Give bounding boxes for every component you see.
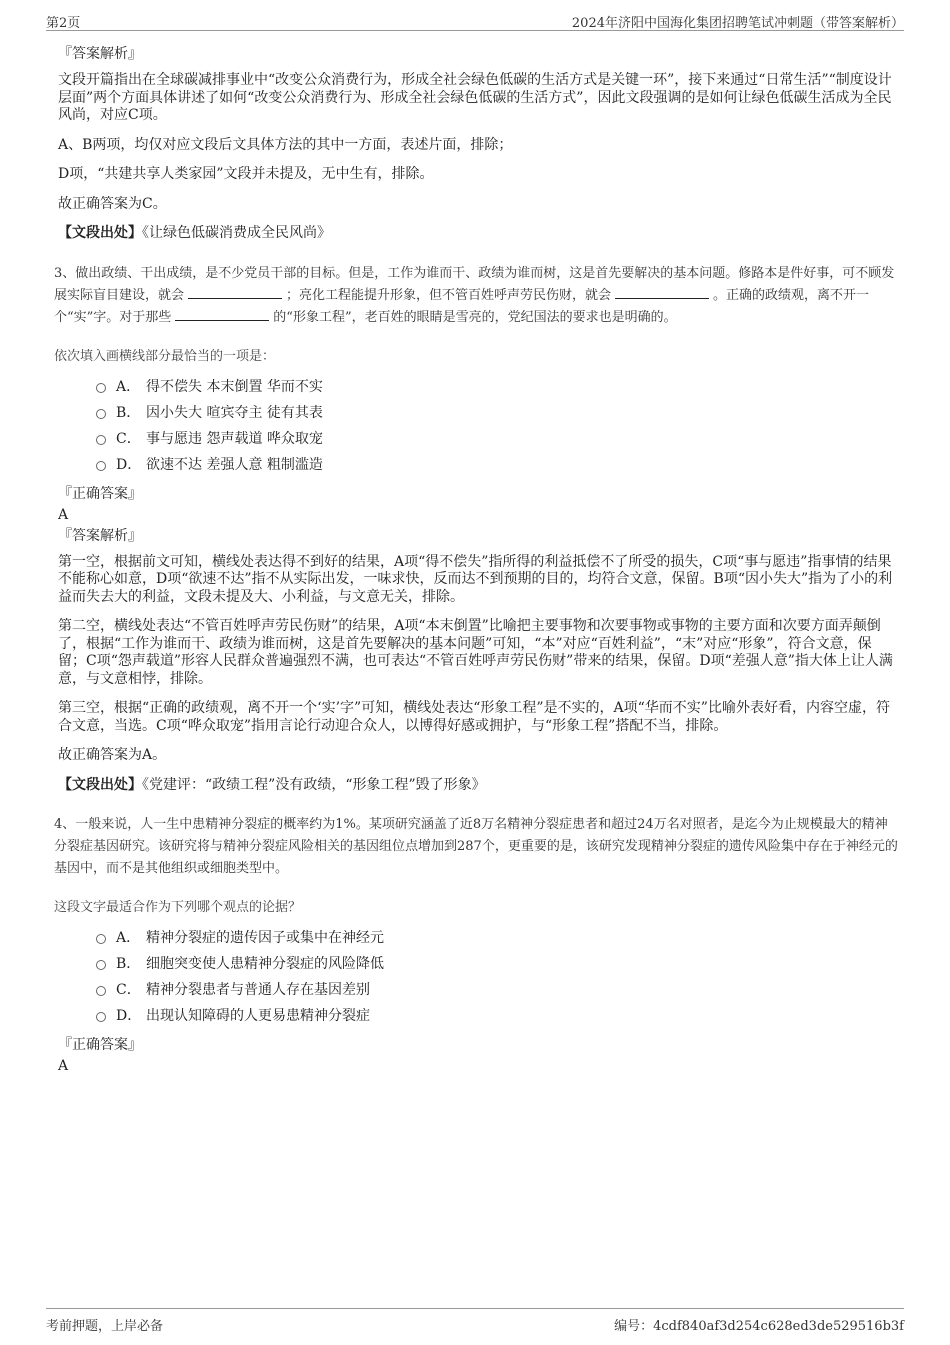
radio-button[interactable] — [96, 409, 106, 419]
page-footer — [46, 1308, 904, 1334]
analysis-paragraph: 故正确答案为A。 — [58, 747, 167, 763]
option-a[interactable]: A． 精神分裂症的遗传因子或集中在神经元 — [96, 925, 898, 951]
analysis-paragraph: A、B两项，均仅对应文段后文具体方法的其中一方面，表述片面，排除； — [58, 136, 513, 153]
analysis-paragraph: 文段开篇指出在全球碳减排事业中“改变公众消费行为，形成全社会绿色低碳的生活方式是关键一环”，接下来通过“日常生活”“制度设计层面”两个方面具体讲述了如何“改变公众消费行为、形成全社会绿色低碳的生活方式”，因此文段强调的是如何让绿色低碳生活成为全民风尚，对应C项。 — [58, 72, 892, 123]
blank-line-3 — [175, 308, 269, 321]
question-3-text — [54, 263, 898, 329]
radio-button[interactable] — [96, 934, 106, 944]
source-line — [58, 225, 898, 243]
analysis-paragraph: 故正确答案为C。 — [58, 195, 167, 212]
option-c[interactable]: C． 精神分裂患者与普通人存在基因差别 — [96, 977, 898, 1003]
document-body — [54, 44, 898, 1075]
radio-button[interactable] — [96, 461, 106, 471]
analysis-paragraph: 第二空，横线处表达“不管百姓呼声劳民伤财”的结果，A项“本末倒置”比喻把主要事物和次要事物或事物的主要方面和次要方面弄颠倒了，根据“工作为谁而干、政绩为谁而树，这是首先要解决的基本问题”可知，“本”对应“百姓利益”，“末”对应“形象”，符合文意，保留；C项“怨声载道”形容人民群众普遍强烈不满，也可表达“不管百姓呼声劳民伤财”带来的结果，保留。D项“差强人意”指大体上让人满意，与文意相悖，排除。 — [58, 618, 893, 687]
option-list — [96, 925, 898, 1029]
option-b[interactable]: B． 细胞突变使人患精神分裂症的风险降低 — [96, 951, 898, 977]
correct-answer: A — [58, 506, 69, 523]
source-title: 《党建评：“政绩工程”没有政绩，“形象工程”毁了形象》 — [142, 776, 486, 793]
question-text: 的“形象工程”，老百姓的眼睛是雪亮的，党纪国法的要求也是明确的。 — [273, 309, 677, 325]
document-title: 2024年济阳中国海化集团招聘笔试冲刺题（带答案解析） — [571, 16, 904, 31]
option-a[interactable]: A． 得不偿失 本末倒置 华而不实 — [96, 374, 898, 400]
radio-button[interactable] — [96, 1012, 106, 1022]
analysis-paragraph: 第三空，根据“正确的政绩观，离不开一个‘实’字”可知，横线处表达“形象工程”是不实的，A项“华而不实”比喻外表好看，内容空虚，符合文意，当选。C项“哗众取宠”指用言论行动迎合众人，以博得好感或拥护，与“形象工程”搭配不当，排除。 — [58, 700, 890, 734]
option-c[interactable]: C． 事与愿违 怨声载道 哗众取宠 — [96, 426, 898, 452]
option-list — [96, 374, 898, 478]
correct-answer-label: 『正确答案』 — [58, 485, 142, 502]
radio-button[interactable] — [96, 383, 106, 393]
question-instruction: 这段文字最适合作为下列哪个观点的论据？ — [54, 900, 302, 915]
question-text: 。正确的政绩观，离不开一个“实”字。对于那些 — [54, 287, 870, 325]
option-d[interactable]: D． 出现认知障碍的人更易患精神分裂症 — [96, 1003, 898, 1029]
page-header — [46, 10, 904, 31]
radio-button[interactable] — [96, 986, 106, 996]
option-b[interactable]: B． 因小失大 喧宾夺主 徒有其表 — [96, 400, 898, 426]
question-instruction: 依次填入画横线部分最恰当的一项是： — [54, 348, 276, 364]
source-title: 《让绿色低碳消费成全民风尚》 — [142, 225, 331, 241]
radio-button[interactable] — [96, 960, 106, 970]
option-d[interactable]: D． 欲速不达 差强人意 粗制滥造 — [96, 452, 898, 478]
question-text: 3、做出政绩、干出成绩，是不少党员干部的目标。但是，工作为谁而干、政绩为谁而树，这是首先要解决的基本问题。修路本是件好事，可不顾发展实际盲目建设，就会 — [54, 265, 895, 303]
answer-analysis-label: 『答案解析』 — [58, 527, 142, 544]
question-text: ；亮化工程能提升形象，但不管百姓呼声劳民伤财，就会 — [286, 287, 612, 303]
answer-analysis-label: 『答案解析』 — [58, 46, 142, 62]
source-label: 【文段出处】 — [58, 776, 142, 793]
correct-answer: A — [58, 1058, 69, 1074]
question-4-text: 4、一般来说，人一生中患精神分裂症的概率约为1%。某项研究涵盖了近8万名精神分裂症患者和超过24万名对照者，是迄今为止规模最大的精神分裂症基因研究。该研究将与精神分裂症风险相关的基因组位点增加到287个，更重要的是，该研究发现精神分裂症的遗传风险集中存在于神经元的基因中，而不是其他组织或细胞类型中。 — [54, 817, 898, 876]
analysis-paragraph: 第一空，根据前文可知，横线处表达得不到好的结果，A项“得不偿失”指所得的利益抵偿不了所受的损失，C项“事与愿违”指事情的结果不能称心如意，D项“欲速不达”指不从实际出发，一味求快，反而达不到预期的目的，均符合文意，保留。B项“因小失大”指为了小的利益而失去大的利益，文段未提及大、小利益，与文意无关，排除。 — [58, 553, 893, 605]
page-number: 第2页 — [46, 16, 81, 31]
blank-line-2 — [615, 286, 709, 299]
document-id: 编号：4cdf840af3d254c628ed3de529516b3f — [614, 1319, 904, 1334]
analysis-paragraph: D项，“共建共享人类家园”文段并未提及，无中生有，排除。 — [58, 166, 434, 182]
source-label: 【文段出处】 — [58, 225, 142, 241]
radio-button[interactable] — [96, 435, 106, 445]
blank-line-1 — [188, 286, 282, 299]
source-line — [58, 777, 898, 795]
footer-slogan: 考前押题，上岸必备 — [46, 1319, 164, 1334]
correct-answer-label: 『正确答案』 — [58, 1037, 142, 1053]
